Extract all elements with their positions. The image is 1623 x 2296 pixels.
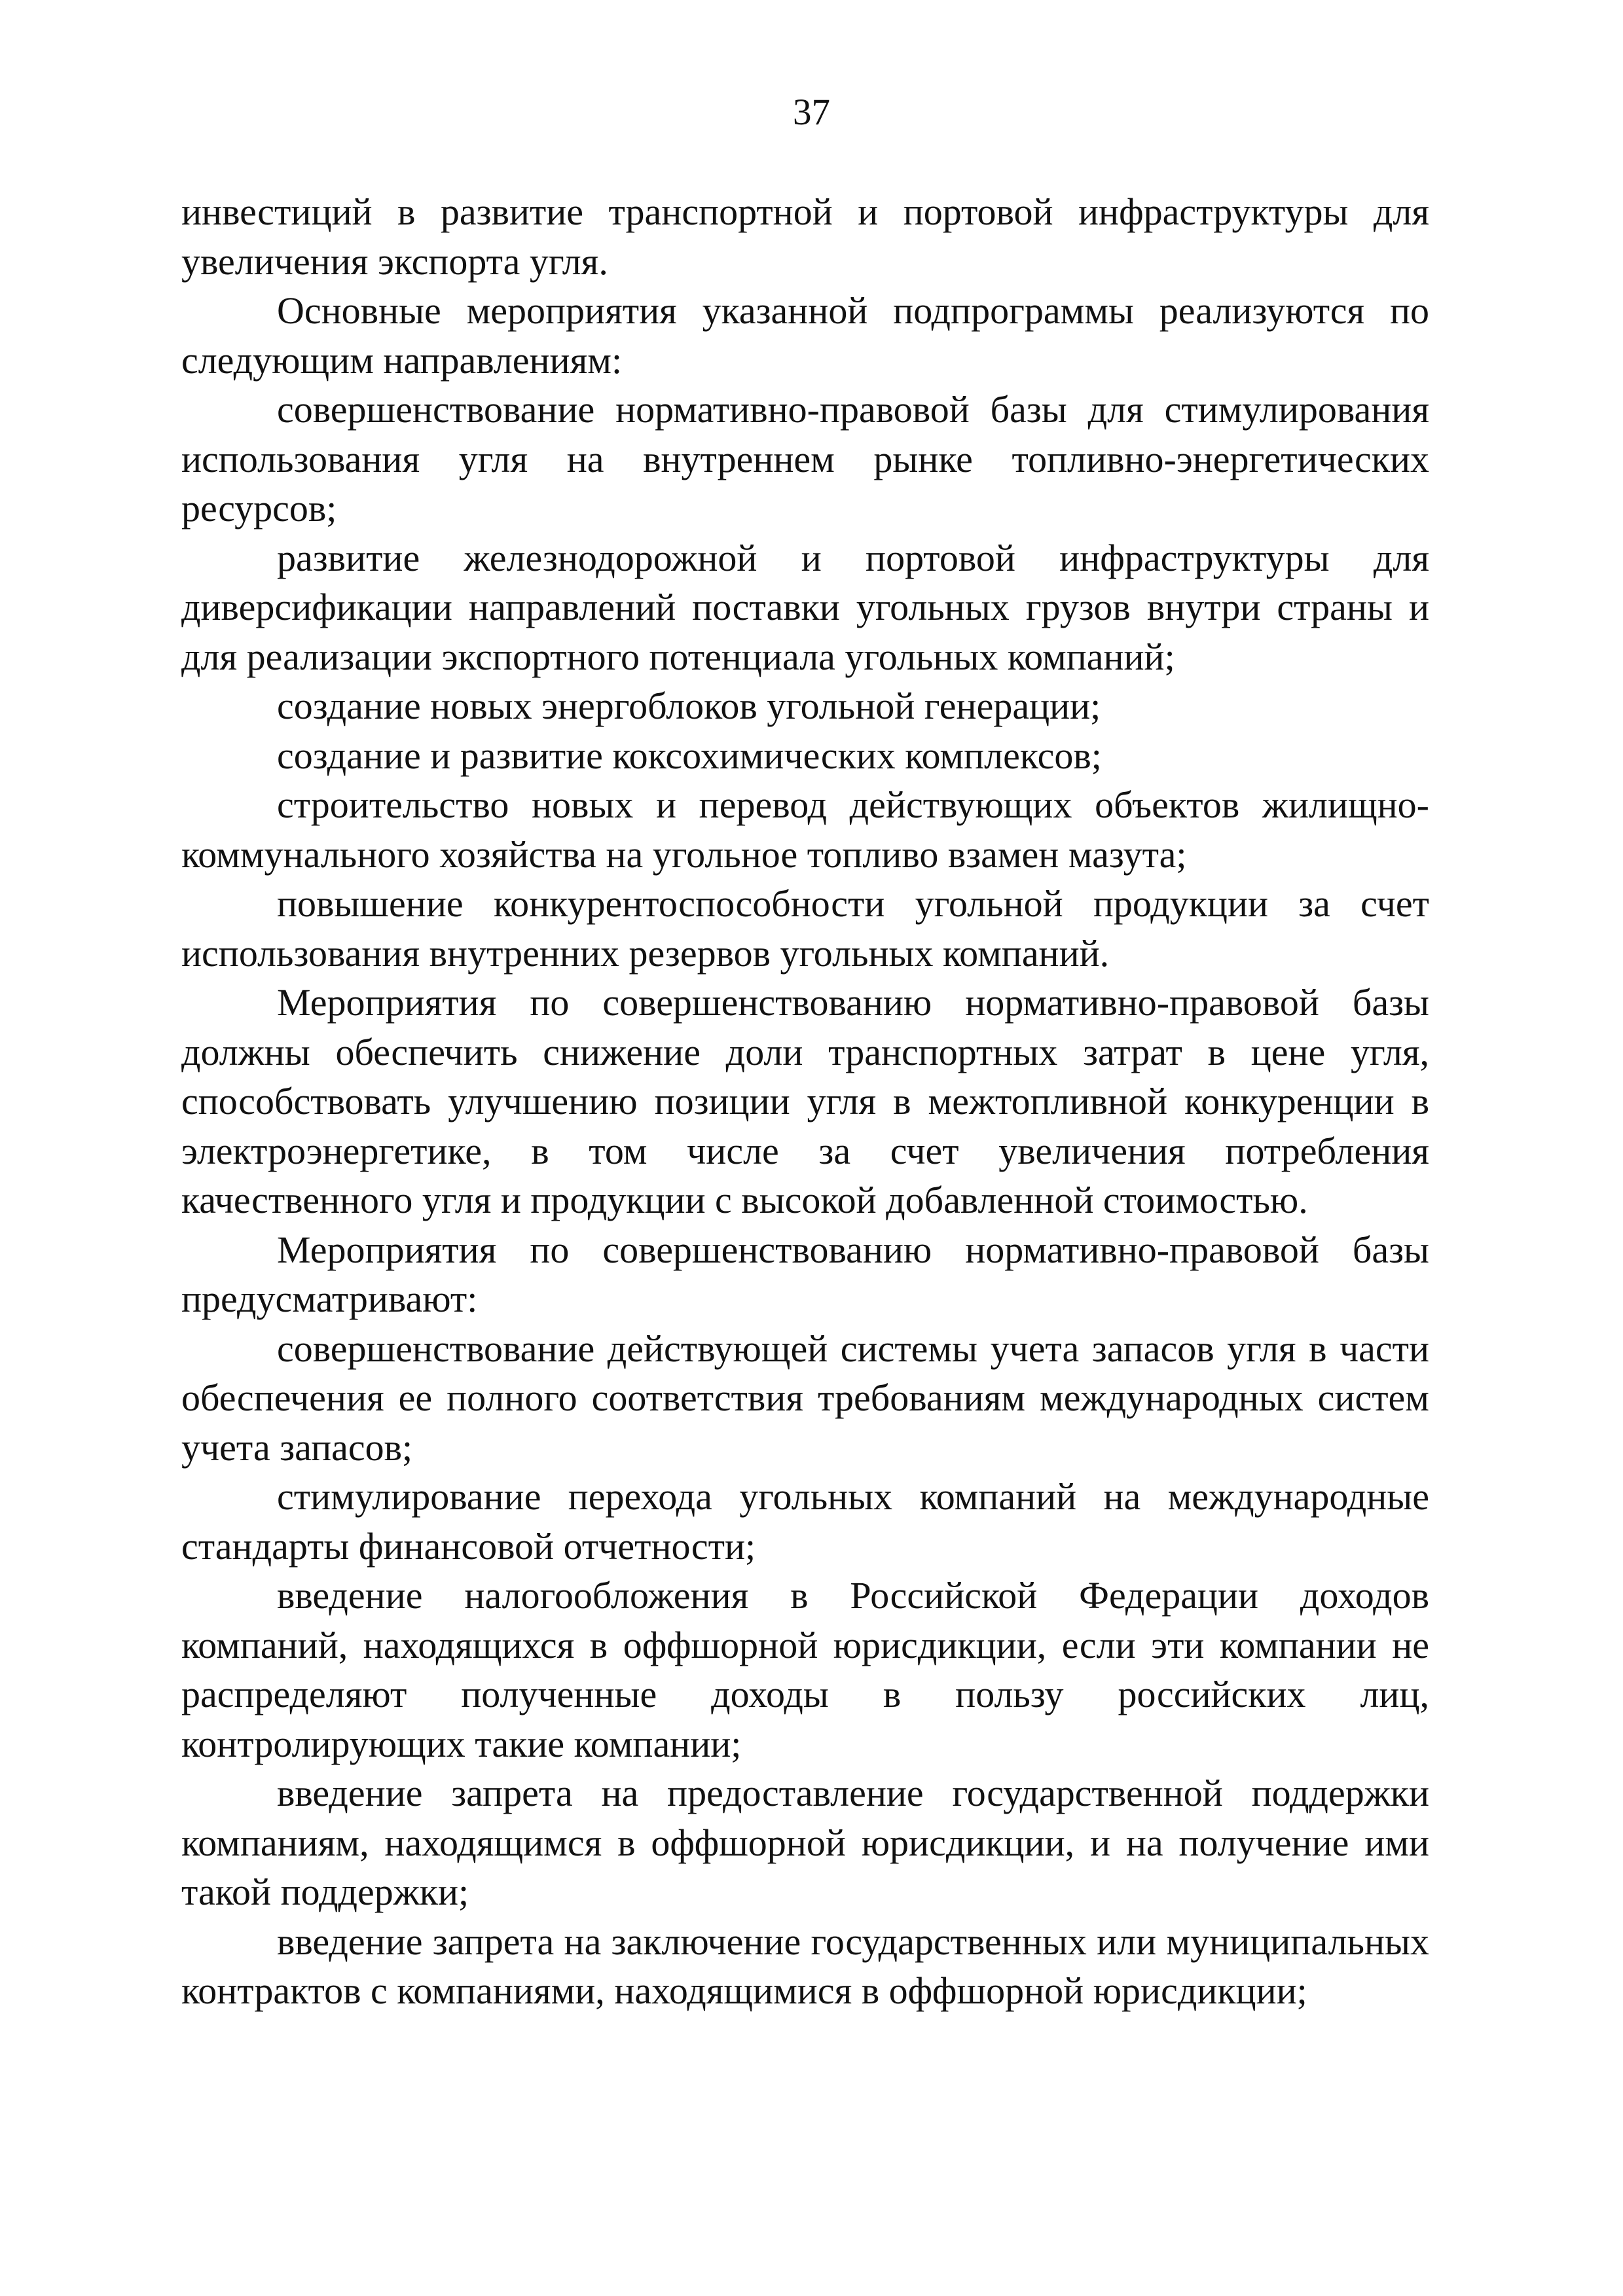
list-item: совершенствование нормативно-правовой базы для стимулирования использования угля на внутреннем рынке топливно-энергетических ресурсов;: [181, 388, 1429, 529]
list-item: создание и развитие коксохимических комплексов;: [277, 734, 1102, 777]
list-item: введение запрета на заключение государственных или муниципальных контрактов с компаниями, находящимися в оффшорной юрисдикции;: [181, 1920, 1429, 2012]
list-item: повышение конкурентоспособности угольной продукции за счет использования внутренних резервов угольных компаний.: [181, 882, 1429, 975]
document-body: [181, 187, 1429, 2016]
list-item: стимулирование перехода угольных компаний на международные стандарты финансовой отчетности;: [181, 1475, 1429, 1568]
list-item: совершенствование действующей системы учета запасов угля в части обеспечения ее полного соответствия требованиям международных систем учета запасов;: [181, 1327, 1429, 1469]
paragraph: Мероприятия по совершенствованию нормативно-правовой базы должны обеспечить снижение доли транспортных затрат в цене угля, способствовать улучшению позиции угля в межтопливной конкуренции в электроэнергетике, в том числе за счет увеличения потребления качественного угля и продукции с высокой добавленной стоимостью.: [181, 981, 1429, 1221]
list-item: развитие железнодорожной и портовой инфраструктуры для диверсификации направлений поставки угольных грузов внутри страны и для реализации экспортного потенциала угольных компаний;: [181, 536, 1429, 678]
list-item: введение запрета на предоставление государственной поддержки компаниям, находящимся в оффшорной юрисдикции, и на получение ими такой поддержки;: [181, 1772, 1429, 1913]
list-item: создание новых энергоблоков угольной генерации;: [277, 685, 1101, 727]
page-number: 37: [793, 92, 830, 133]
list-item: строительство новых и перевод действующих объектов жилищно-коммунального хозяйства на угольное топливо взамен мазута;: [181, 783, 1429, 876]
list-item: введение налогообложения в Российской Федерации доходов компаний, находящихся в оффшорной юрисдикции, если эти компании не распределяют полученные доходы в пользу российских лиц, контролирующих такие компании;: [181, 1574, 1429, 1765]
paragraph: Мероприятия по совершенствованию нормативно-правовой базы предусматривают:: [181, 1228, 1429, 1320]
paragraph: Основные мероприятия указанной подпрограммы реализуются по следующим направлениям:: [181, 289, 1429, 382]
paragraph-continuation: инвестиций в развитие транспортной и портовой инфраструктуры для увеличения экспорта угля.: [181, 190, 1429, 283]
